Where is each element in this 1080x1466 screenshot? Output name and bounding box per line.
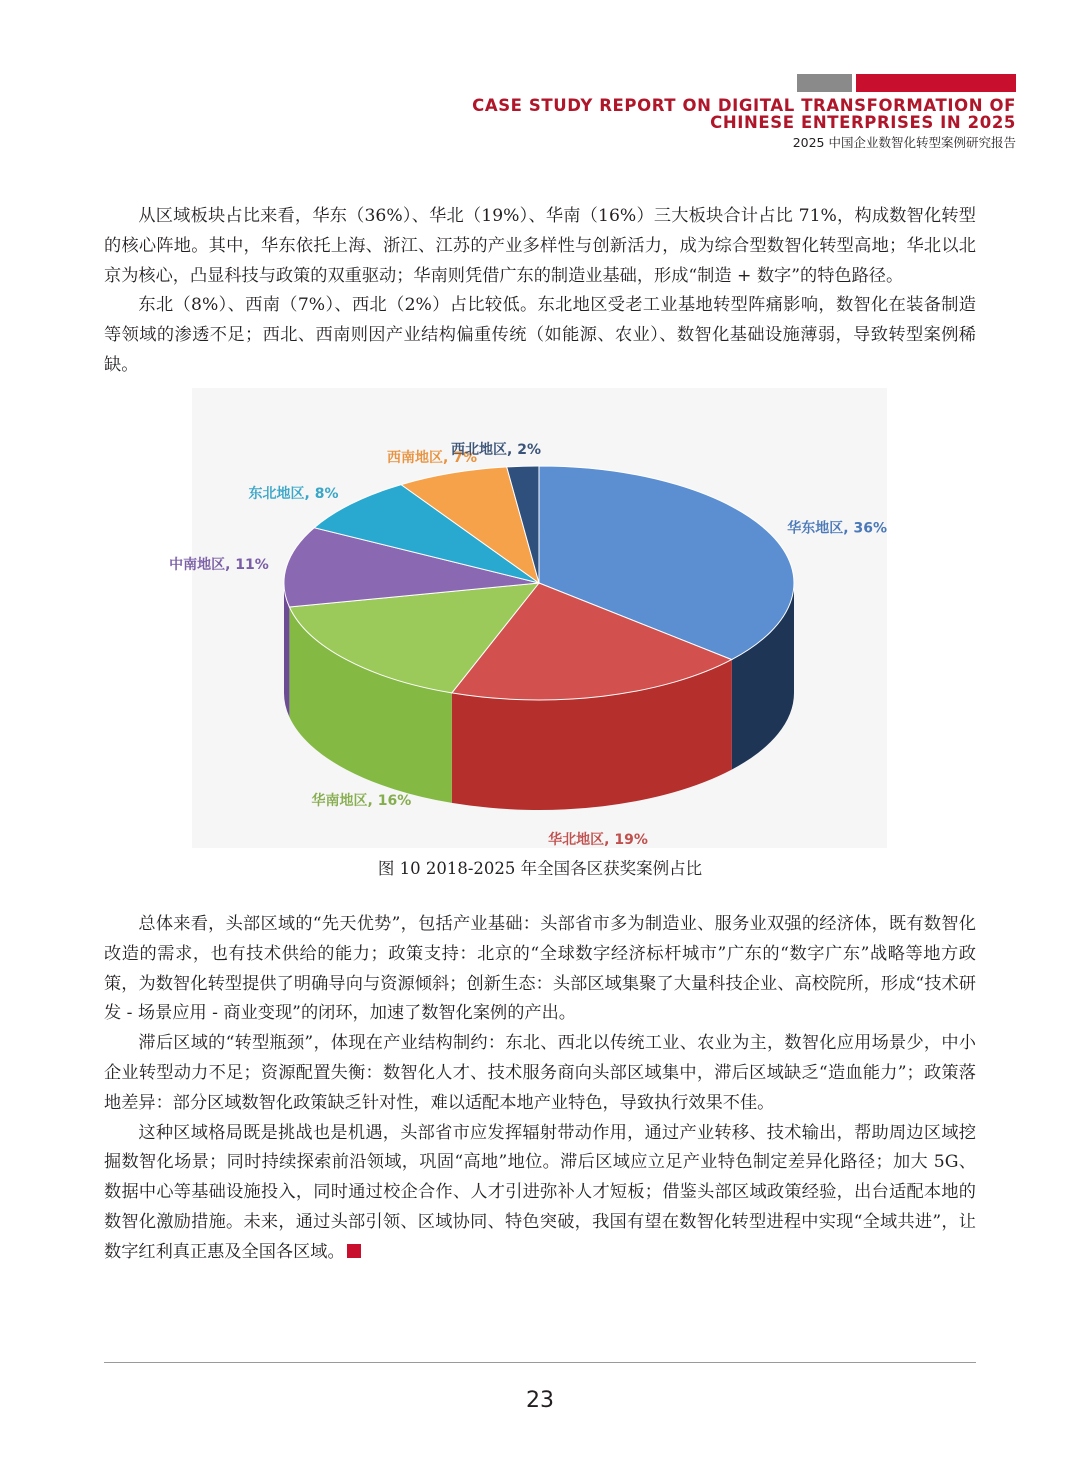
- pie-label-east: 华东地区, 36%: [787, 520, 888, 537]
- paragraph: 从区域板块占比来看，华东（36%）、华北（19%）、华南（16%）三大板块合计占比 71%，构成数智化转型的核心阵地。其中，华东依托上海、浙江、江苏的产业多样性与创新活力，成为综合型数智化转型高地；华北以北京为核心，凸显科技与政策的双重驱动；华南则凭借广东的制造业基础，形成“制造 + 数字”的特色路径。: [104, 206, 976, 286]
- report-title-cn: 2025 中国企业数智化转型案例研究报告: [792, 135, 1016, 150]
- report-title-en: [456, 97, 1016, 131]
- pie-label-northeast: 东北地区, 8%: [248, 485, 339, 502]
- pie-chart: [169, 388, 888, 848]
- analysis-text: [104, 910, 976, 1268]
- report-title-en-line2: CHINESE ENTERPRISES IN 2025: [710, 113, 1016, 132]
- paragraph: 总体来看，头部区域的“先天优势”，包括产业基础：头部省市多为制造业、服务业双强的经济体，既有数智化改造的需求，也有技术供给的能力；政策支持：北京的“全球数字经济标杆城市”广东的“数字广东”战略等地方政策，为数智化转型提供了明确导向与资源倾斜；创新生态：头部区域集聚了大量科技企业、高校院所，形成“技术研发 - 场景应用 - 商业变现”的闭环，加速了数智化案例的产出。: [104, 914, 976, 1024]
- paragraph: [104, 1119, 976, 1268]
- end-mark-icon: [347, 1244, 361, 1258]
- pie-label-north: 华北地区, 19%: [548, 832, 648, 848]
- intro-text: [104, 202, 976, 381]
- figure-caption: 图 10 2018-2025 年全国各区获奖案例占比: [377, 859, 703, 878]
- header-red-bar: [856, 74, 1016, 92]
- pie-label-central: 中南地区, 11%: [169, 557, 269, 574]
- header-decoration: [797, 74, 1016, 92]
- paragraph: 滞后区域的“转型瓶颈”，体现在产业结构制约：东北、西北以传统工业、农业为主，数智化应用场景少，中小企业转型动力不足；资源配置失衡：数智化人才、技术服务商向头部区域集中，滞后区域缺乏“造血能力”；政策落地差异：部分区域数智化政策缺乏针对性，难以适配本地产业特色，导致执行效果不佳。: [104, 1033, 976, 1113]
- report-title-en-line1: CASE STUDY REPORT ON DIGITAL TRANSFORMATION OF: [472, 96, 1016, 115]
- pie-chart-svg: [169, 388, 888, 848]
- pie-label-northwest: 西北地区, 2%: [451, 442, 541, 458]
- pie-label-southwest: 西南地区, 7%: [387, 450, 477, 466]
- footer-rule: [104, 1362, 976, 1363]
- paragraph: 东北（8%）、西南（7%）、西北（2%）占比较低。东北地区受老工业基地转型阵痛影响，数智化在装备制造等领域的渗透不足；西北、西南则因产业结构偏重传统（如能源、农业）、数智化基础设施薄弱，导致转型案例稀缺。: [104, 295, 976, 375]
- paragraph-text: 这种区域格局既是挑战也是机遇，头部省市应发挥辐射带动作用，通过产业转移、技术输出，帮助周边区域挖掘数智化场景；同时持续探索前沿领域，巩固“高地”地位。滞后区域应立足产业特色制定差异化路径；加大 5G、数据中心等基础设施投入，同时通过校企合作、人才引进弥补人才短板；借鉴头部区域政策经验，出台适配本地的数智化激励措施。未来，通过头部引领、区域协同、特色突破，我国有望在数智化转型进程中实现“全域共进”，让数字红利真正惠及全国各区域。: [104, 1122, 976, 1262]
- page-number: 23: [526, 1388, 554, 1413]
- pie-label-south: 华南地区, 16%: [311, 792, 412, 809]
- header-gray-bar: [797, 74, 852, 92]
